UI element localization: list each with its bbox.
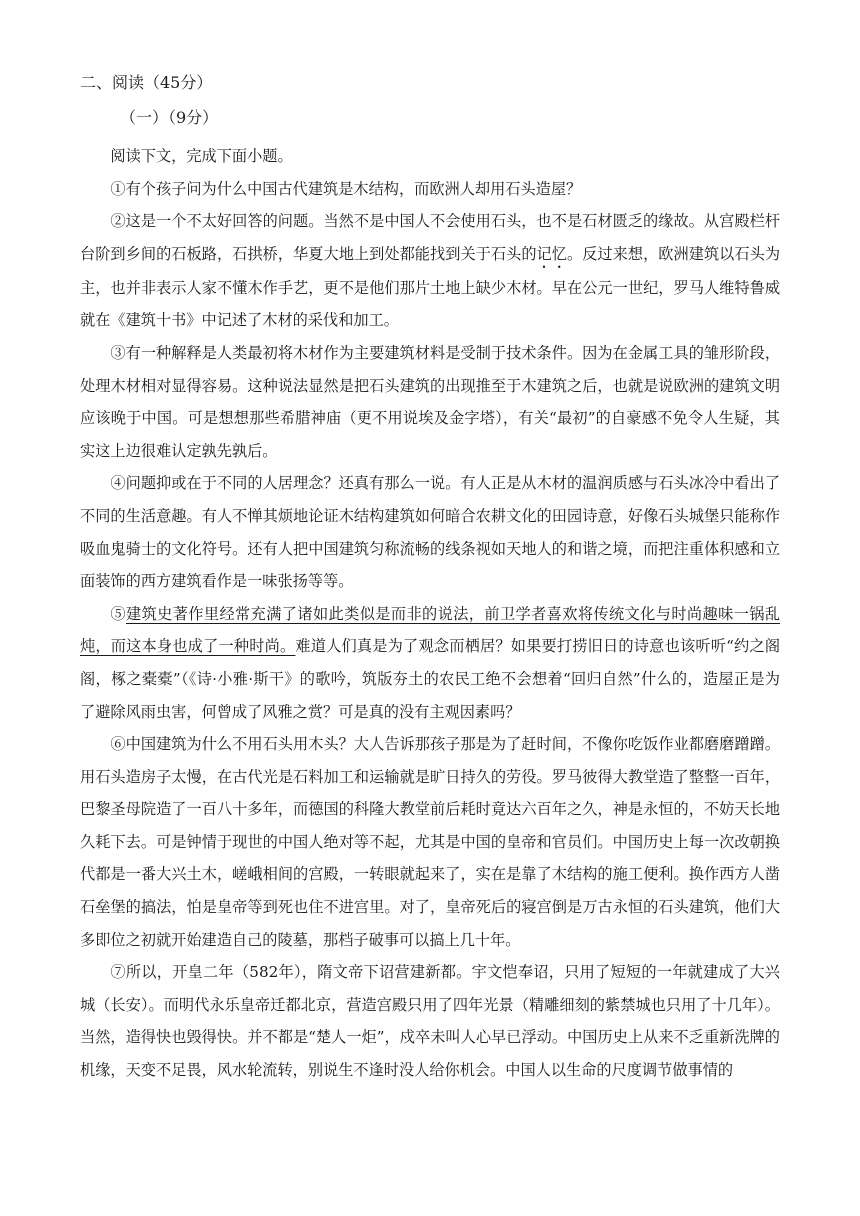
paragraph-3: ③有一种解释是人类最初将木材作为主要建筑材料是受制于技术条件。因为在金属工具的雏形阶段，处理木材相对显得容易。这种说法显然是把石头建筑的出现推至于木建筑之后，也就是说欧洲的建筑文明应该晚于中国。可是想想那些希腊神庙（更不用说埃及金字塔），有关“最初”的自豪感不免令人生疑，其实这上边很难认定孰先孰后。	[80, 343, 780, 460]
paragraph-5-number: ⑤	[110, 604, 126, 623]
emphasized-word: 记忆	[536, 244, 567, 263]
paragraph-1: ①有个孩子问为什么中国古代建筑是木结构，而欧洲人却用石头造屋？	[110, 179, 582, 198]
reading-passage	[80, 140, 780, 1087]
paragraph-5-rest: 难道人们真是为了观念而栖居？如果要打捞旧日的诗意也该听听“约之阁阁，椓之橐橐”（《诗·小雅·斯干》的歌吟，筑版夯土的农民工绝不会想着“回归自然”什么的，造屋正是为了避除风雨虫害，何曾成了风雅之赏？可是真的没有主观因素吗？	[80, 637, 781, 721]
subsection-heading: （一）（9分）	[120, 108, 219, 127]
paragraph-2-part-a: ②这是一个不太好回答的问题。当然不是中国人不会使用石头，也不是石材匮乏的缘故。从宫殿栏杆台阶到乡间的石板路，石拱桥，华夏大地上到处都能找到关于石头的	[80, 212, 780, 263]
paragraph-6: ⑥中国建筑为什么不用石头用木头？大人告诉那孩子那是为了赶时间，不像你吃饭作业都磨磨蹭蹭。用石头造房子太慢，在古代光是石料加工和运输就是旷日持久的劳役。罗马彼得大教堂造了整整一百年，巴黎圣母院造了一百八十多年，而德国的科隆大教堂前后耗时竟达六百年之久，神是永恒的，不妨天长地久耗下去。可是钟情于现世的中国人绝对等不起，尤其是中国的皇帝和官员们。中国历史上每一次改朝换代都是一番大兴土木，嵯峨相间的宫殿，一转眼就起来了，实在是靠了木结构的施工便利。换作西方人凿石垒堡的搞法，怕是皇帝等到死也住不进宫里。对了，皇帝死后的寝宫倒是万古永恒的石头建筑，他们大多即位之初就开始建造自己的陵墓，那档子破事可以搞上几十年。	[80, 735, 780, 949]
paragraph-2-part-b: 。反过来想，欧洲建筑以石头为主，也并非表示人家不懂木作手艺，更不是他们那片土地上缺少木材。早在公元一世纪，罗马人维特鲁威就在《建筑十书》中记述了木材的采伐和加工。	[80, 244, 781, 330]
section-heading: 二、阅读（45分）	[80, 73, 213, 92]
paragraph-5	[80, 598, 780, 728]
instruction-text: 阅读下文，完成下面小题。	[110, 147, 293, 165]
paragraph-2	[80, 205, 780, 337]
underlined-sentence: 建筑史著作里经常充满了诸如此类似是而非的说法，前卫学者喜欢将传统文化与时尚趣味一锅乱炖，而这本身也成了一种时尚。	[80, 604, 781, 656]
paragraph-7: ⑦所以，开皇二年（582年），隋文帝下诏营建新都。宇文恺奉诏，只用了短短的一年就建成了大兴城（长安）。而明代永乐皇帝迁都北京，营造宫殿只用了四年光景（精雕细刻的紫禁城也只用了十几年）。当然，造得快也毁得快。并不都是“楚人一炬”，戍卒未叫人心早已浮动。中国历史上从来不乏重新洗牌的机缘，天变不足畏，风水轮流转，别说生不逢时没人给你机会。中国人以生命的尺度调节做事情的	[80, 963, 780, 1080]
paragraph-4: ④问题抑或在于不同的人居理念？还真有那么一说。有人正是从木材的温润质感与石头冰冷中看出了不同的生活意趣。有人不惮其烦地论证木结构建筑如何暗合农耕文化的田园诗意，好像石头城堡只能称作吸血鬼骑士的文化符号。还有人把中国建筑匀称流畅的线条视如天地人的和谐之境，而把注重体积感和立面装饰的西方建筑看作是一味张扬等等。	[80, 474, 780, 591]
